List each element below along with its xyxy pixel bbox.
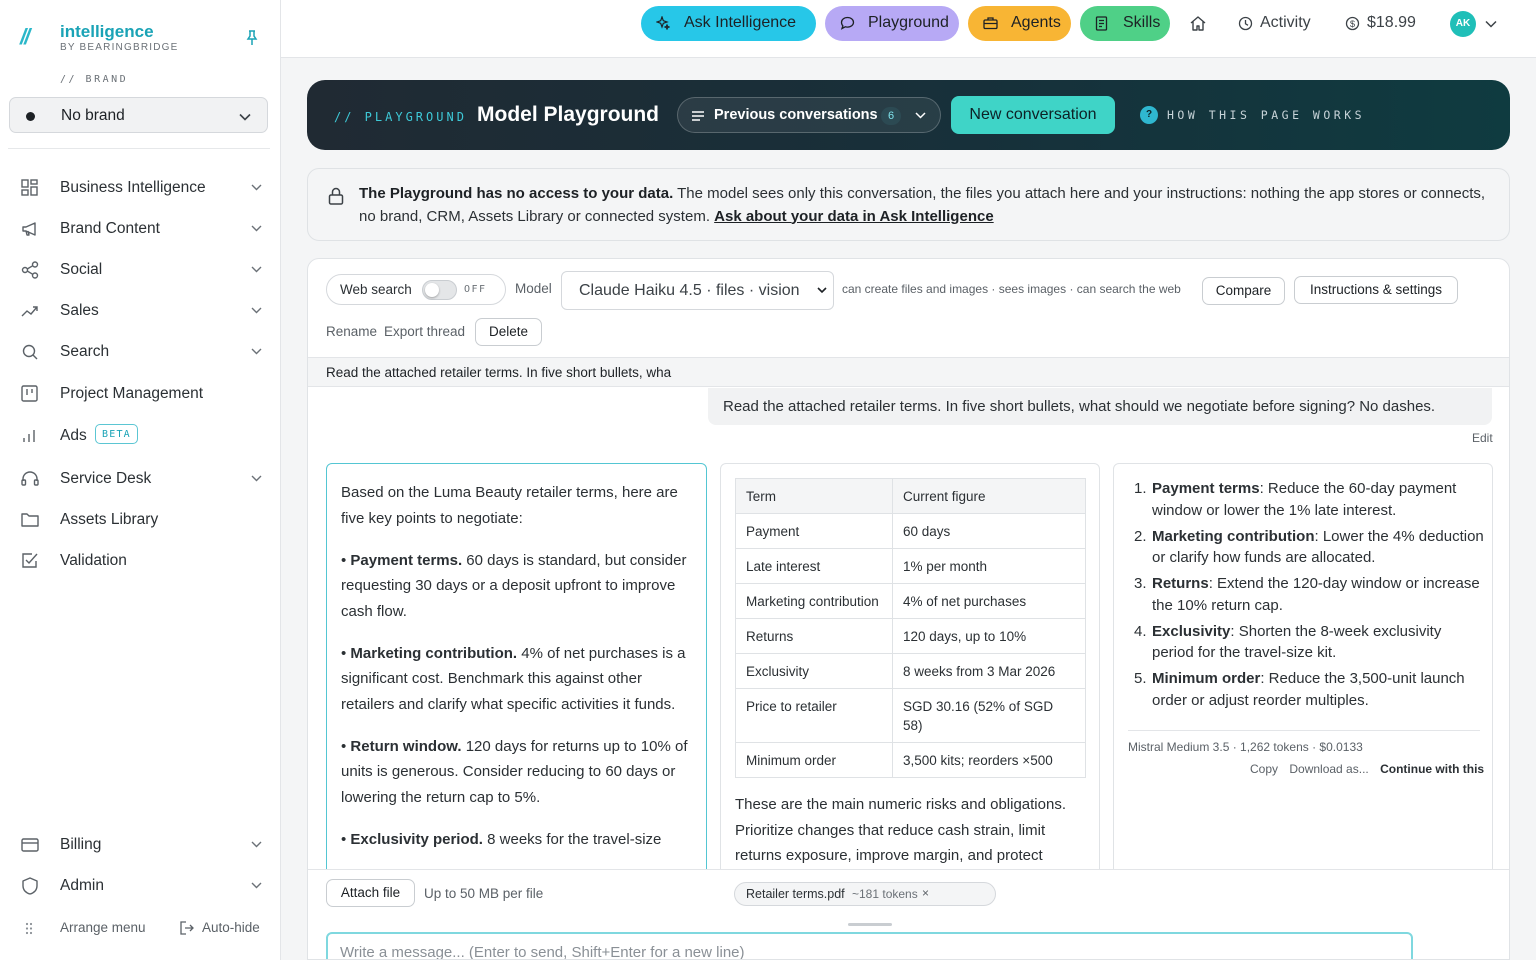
skills-button[interactable] [1080,6,1170,41]
home-icon[interactable] [1189,15,1207,32]
response-meta: Mistral Medium 3.5 · 1,262 tokens · $0.0133 [1128,740,1363,754]
sidebar-item-label: Business Intelligence [60,179,206,196]
model-capabilities: can create files and images · sees images · can search the web [842,282,1181,296]
table-header: Current figure [893,479,1086,514]
attached-file-chip [734,882,996,906]
sidebar-item-label: Sales [60,302,99,319]
model-label: Model [515,281,552,296]
shield-icon [20,877,40,895]
hero-banner [307,80,1510,150]
chevron-down-icon [251,225,262,232]
chevron-down-icon [251,882,262,889]
table-row [736,654,1086,689]
help-icon: ? [1140,106,1158,124]
table-cell: 4% of net purchases [893,584,1086,619]
top-bar [281,0,1536,58]
beta-badge: BETA [95,424,138,444]
auto-hide-link[interactable]: Auto-hide [202,920,260,935]
toggle-switch[interactable] [422,280,457,300]
brand-select[interactable] [9,97,268,133]
grid-icon [20,179,40,197]
activity-label: Activity [1260,14,1311,31]
playground-panel [307,258,1510,960]
list-item-title: Minimum order [1152,670,1261,687]
instructions-settings-button[interactable]: Instructions & settings [1294,276,1458,304]
edit-message-link[interactable]: Edit [1472,431,1493,445]
bullet-title: Payment terms. [350,551,463,569]
agents-button[interactable] [968,6,1071,41]
sidebar-divider [8,148,270,149]
balance-label: $18.99 [1367,14,1416,31]
kanban-icon [20,385,40,403]
table-row [736,549,1086,584]
copy-link[interactable]: Copy [1250,762,1279,776]
list-item-text: : Extend the 120-day window or increase the 10% return cap. [1152,575,1480,614]
brand-caption: // BRAND [60,74,129,85]
list-number: 5. [1134,670,1147,687]
compare-button[interactable]: Compare [1202,277,1285,305]
response-1-intro: Based on the Luma Beauty retailer terms, here are five key points to negotiate: [341,484,678,527]
table-cell: Minimum order [736,743,893,778]
arrange-menu-link[interactable]: Arrange menu [60,920,146,935]
table-cell: Marketing contribution [736,584,893,619]
response-1-bullet: • Exclusivity period. 8 weeks for the travel-size [341,830,662,848]
list-item-title: Payment terms [1152,480,1260,497]
delete-button[interactable]: Delete [475,318,542,346]
list-number: 1. [1134,480,1147,497]
list-number: 3. [1134,575,1147,592]
toggle-state: OFF [464,284,487,295]
chevron-down-icon [817,287,827,294]
table-cell: SGD 30.16 (52% of SGD 58) [893,689,1086,743]
table-row [736,584,1086,619]
sidebar-item-business-intelligence[interactable] [0,170,280,206]
table-row [736,514,1086,549]
list-item-text: : Lower the 4% deduction or clarify how funds are allocated. [1152,527,1484,566]
app-by: BY BEARINGBRIDGE [60,42,179,53]
list-item-text: : Shorten the 8-week exclusivity period for the travel-size kit. [1152,622,1442,661]
chevron-down-icon [251,307,262,314]
sidebar-item-label: Billing [60,836,102,853]
brand-dot [26,112,35,121]
chevron-down-icon [251,266,262,273]
download-as-link[interactable]: Download as... [1289,762,1369,776]
sidebar-item-label: Ads [60,427,87,444]
clock-icon [1238,16,1253,31]
list-item-text: : Reduce the 3,500-unit launch order or adjust reorder multiples. [1152,670,1465,709]
pill-label: Agents [1011,14,1061,31]
bar-chart-icon [20,427,40,445]
megaphone-icon [20,220,40,238]
model-select[interactable] [561,271,834,310]
sidebar-item-label: Assets Library [60,511,159,528]
sidebar-footer [0,910,280,946]
list-icon [691,110,705,122]
headset-icon [20,470,40,488]
user-message-text: Read the attached retailer terms. In five short bullets, what should we negotiate before signing? No dashes. [723,398,1436,415]
bullet-title: Return window. [350,737,462,755]
pill-label: Ask Intelligence [684,14,797,31]
table-cell: 120 days, up to 10% [893,619,1086,654]
response-3-list [1134,478,1484,716]
sidebar-item-validation[interactable] [0,543,280,579]
message-input[interactable] [326,932,1413,960]
previous-conversations-button[interactable] [677,97,941,133]
response-1-text [341,480,697,869]
share-icon [20,261,40,279]
bullet-text: 60 days is standard, but consider requesting 30 days or a deposit upfront to improve cash flow. [341,551,687,620]
sidebar [0,0,281,960]
chevron-down-icon[interactable] [1485,20,1497,28]
table-row [736,689,1086,743]
resize-handle[interactable] [848,923,892,926]
bullet-title: Exclusivity period. [350,830,483,848]
terms-table [735,478,1086,778]
notice-body: The model sees only this conversation, the files you attach here and your instructions: nothing the app stores or connects, no brand, CRM, Assets Library or connected system. [359,185,1486,225]
attach-hint: Up to 50 MB per file [424,886,544,901]
list-item-title: Returns [1152,575,1209,592]
sidebar-item-label: Admin [60,877,104,894]
auto-hide-icon [180,921,194,935]
response-column-3[interactable] [1113,463,1493,883]
how-this-page-works-label: HOW THIS PAGE WORKS [1167,108,1366,122]
thread-title: Read the attached retailer terms. In five short bullets, wha [326,365,672,380]
sidebar-item-service-desk[interactable] [0,461,280,497]
table-cell: Exclusivity [736,654,893,689]
sidebar-item-project-management[interactable] [0,376,280,412]
chevron-down-icon [251,348,262,355]
ask-about-data-link[interactable]: Ask about your data in Ask Intelligence [714,207,994,225]
list-item [1134,526,1484,569]
table-row [736,743,1086,778]
avatar[interactable]: AK [1450,11,1476,37]
notice-text [359,183,1489,228]
table-cell: Returns [736,619,893,654]
table-header-row [736,479,1086,514]
chevron-down-icon [251,841,262,848]
book-icon [1095,16,1108,31]
thread-title-bar [308,357,1510,387]
app-name: intelligence [60,22,154,41]
continue-with-this-link[interactable]: Continue with this [1380,762,1485,776]
composer [308,869,1510,960]
list-item [1134,621,1484,664]
rename-link[interactable]: Rename [326,324,378,339]
list-item [1134,668,1484,711]
new-conversation-button[interactable]: New conversation [951,96,1115,134]
chevron-down-icon [251,475,262,482]
notice-bold: The Playground has no access to your data. [359,185,674,202]
sidebar-item-sales[interactable] [0,293,280,329]
remove-file-icon[interactable]: × [922,886,930,900]
dollar-icon [1345,16,1360,31]
brand-selected-label: No brand [61,107,125,124]
user-message [708,388,1492,425]
sidebar-item-label: Social [60,261,103,278]
response-column-1[interactable] [326,463,707,883]
card-icon [20,836,40,854]
attached-file-tokens: ~181 tokens [852,887,918,901]
table-cell: Price to retailer [736,689,893,743]
list-item [1134,573,1484,616]
attach-file-button[interactable]: Attach file [326,879,415,907]
hero-kicker: // PLAYGROUND [334,110,467,124]
chat-bubble-icon [840,16,855,30]
list-number: 4. [1134,622,1147,640]
export-thread-link[interactable]: Export thread [384,324,466,339]
list-item-title: Exclusivity [1152,622,1231,640]
response-1-bullet: • Return window. 120 days for returns up to 10% of units is generous. Consider reducing to 60 days or lowering the return cap to 5%. [341,737,688,806]
chevron-down-icon [915,112,926,119]
table-cell: 60 days [893,514,1086,549]
web-search-toggle[interactable] [326,274,506,305]
drag-handle-icon [25,922,33,935]
chevron-down-icon [239,113,251,121]
pill-label: Skills [1123,14,1161,31]
table-cell: Late interest [736,549,893,584]
table-cell: 3,500 kits; reorders ×500 [893,743,1086,778]
ask-intelligence-button[interactable] [641,6,816,41]
sidebar-item-social[interactable] [0,252,280,288]
briefcase-icon [983,16,998,30]
response-actions [1250,762,1484,776]
list-item [1134,478,1484,521]
table-row [736,619,1086,654]
table-cell: Payment [736,514,893,549]
sidebar-item-ads[interactable] [0,418,280,454]
divider [1128,730,1480,731]
bullet-title: Marketing contribution. [350,644,518,662]
page-title: Model Playground [477,103,660,126]
sidebar-item-billing[interactable] [0,827,280,863]
list-item-text: : Reduce the 60-day payment window or lower the 1% late interest. [1152,480,1457,519]
response-column-2[interactable] [720,463,1100,883]
data-access-notice [307,168,1510,241]
model-select-value: Claude Haiku 4.5 · files · vision [579,282,800,299]
web-search-label: Web search [340,282,412,297]
sidebar-item-search[interactable] [0,334,280,370]
previous-conversations-label: Previous conversations [714,107,878,123]
bullet-text: 120 days for returns up to 10% of units is generous. Consider reducing to 60 days or lowering the return cap to 5%. [341,737,688,806]
sidebar-item-label: Brand Content [60,220,160,237]
svg-text:$: $ [1349,19,1356,29]
table-cell: 8 weeks from 3 Mar 2026 [893,654,1086,689]
sidebar-item-label: Service Desk [60,470,152,487]
pin-icon[interactable] [245,30,259,46]
pill-label: Playground [868,14,949,31]
sidebar-item-brand-content[interactable] [0,211,280,247]
conversation-count-badge: 6 [881,107,901,125]
response-1-bullet: • Payment terms. 60 days is standard, but consider requesting 30 days or a deposit upfront to improve cash flow. [341,551,687,620]
sidebar-item-assets-library[interactable] [0,502,280,538]
bullet-text: 4% of net purchases is a significant cost. Benchmark this against other retailers and clarify what specific activities it funds. [341,644,686,713]
table-header: Term [736,479,893,514]
response-1-bullet: • Marketing contribution. 4% of net purchases is a significant cost. Benchmark this against other retailers and clarify what specific activities it funds. [341,644,686,713]
sparkle-icon [656,16,670,30]
playground-button[interactable] [825,6,959,41]
checkbox-icon [20,552,40,570]
response-2-note: These are the main numeric risks and obligations. Prioritize changes that reduce cash strain, limit returns exposure, improve margin, and protect [735,796,1066,864]
sidebar-item-admin[interactable] [0,868,280,904]
lock-icon [328,187,344,205]
logo[interactable] [20,22,265,58]
list-number: 2. [1134,527,1147,545]
chevron-down-icon [251,184,262,191]
folder-icon [20,511,40,529]
table-cell: 1% per month [893,549,1086,584]
sidebar-item-label: Validation [60,552,127,569]
list-item-title: Marketing contribution [1152,527,1315,545]
search-icon [20,343,40,361]
trend-icon [20,302,40,320]
logo-mark: // [20,24,29,49]
attached-file-name: Retailer terms.pdf [746,887,845,901]
bullet-text: 8 weeks for the travel-size [482,830,662,848]
sidebar-item-label: Search [60,343,110,360]
sidebar-item-label: Project Management [60,385,204,402]
